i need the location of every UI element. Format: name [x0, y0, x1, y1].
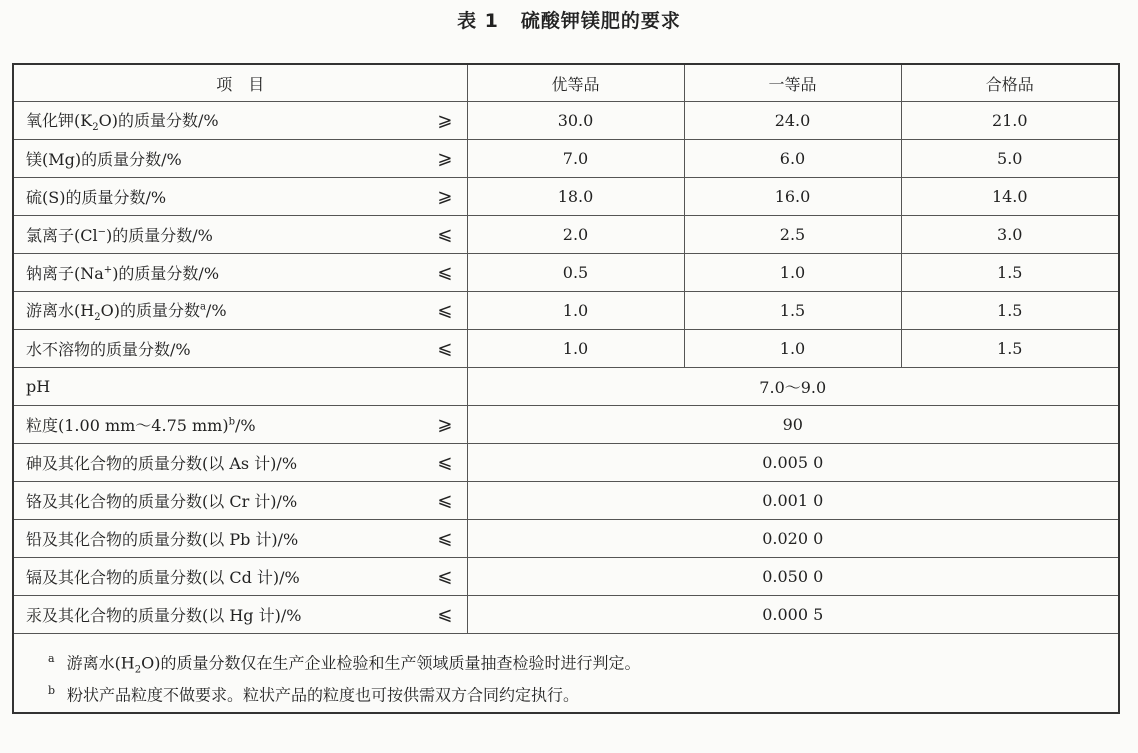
footnotes-cell — [13, 634, 1119, 714]
comparator: ⩽ — [437, 300, 453, 321]
value-first: 1.5 — [684, 292, 901, 330]
header-grade-premium: 优等品 — [467, 64, 684, 102]
table-row — [13, 178, 1119, 216]
value-all-grades: 0.005 0 — [467, 444, 1119, 482]
value-all-grades: 0.000 5 — [467, 596, 1119, 634]
comparator: ⩽ — [437, 262, 453, 283]
table-caption: 硫酸钾镁肥的要求 — [520, 10, 681, 32]
value-first: 24.0 — [684, 102, 901, 140]
value-qualified: 1.5 — [901, 254, 1119, 292]
comparator: ⩽ — [437, 338, 453, 359]
table-row — [13, 406, 1119, 444]
row-label: 钠离子(Na+)的质量分数/% — [26, 264, 220, 283]
table-title — [0, 6, 1138, 33]
row-label: 铅及其化合物的质量分数(以 Pb 计)/% — [26, 530, 299, 549]
value-first: 2.5 — [684, 216, 901, 254]
value-all-grades: 0.050 0 — [467, 558, 1119, 596]
table-row — [13, 368, 1119, 406]
value-premium: 18.0 — [467, 178, 684, 216]
header-grade-first: 一等品 — [684, 64, 901, 102]
comparator: ⩽ — [437, 566, 453, 587]
row-label: 镁(Mg)的质量分数/% — [26, 150, 182, 169]
comparator: ⩽ — [437, 528, 453, 549]
value-qualified: 21.0 — [901, 102, 1119, 140]
comparator: ⩽ — [437, 490, 453, 511]
row-label: 汞及其化合物的质量分数(以 Hg 计)/% — [26, 606, 302, 625]
value-qualified: 14.0 — [901, 178, 1119, 216]
table-number: 表 1 — [457, 10, 499, 32]
value-premium: 7.0 — [467, 140, 684, 178]
value-all-grades: 90 — [467, 406, 1119, 444]
value-first: 6.0 — [684, 140, 901, 178]
row-label: 氧化钾$(K_2O)$的质量分数/% — [26, 110, 219, 134]
footnotes-row — [13, 634, 1119, 714]
table-row — [13, 102, 1119, 140]
table-row — [13, 482, 1119, 520]
value-premium: 1.0 — [467, 330, 684, 368]
comparator: ⩽ — [437, 604, 453, 625]
table-row — [13, 330, 1119, 368]
row-label: 游离水$(H_2O)$的质量分数$^a$/% — [26, 300, 227, 324]
table-row — [13, 596, 1119, 634]
value-qualified: 3.0 — [901, 216, 1119, 254]
value-qualified: 5.0 — [901, 140, 1119, 178]
value-premium: 2.0 — [467, 216, 684, 254]
row-label: 氯离子(Cl−)的质量分数/% — [26, 226, 213, 245]
table-row — [13, 558, 1119, 596]
comparator: ⩾ — [437, 110, 453, 131]
table-row — [13, 140, 1119, 178]
table-row — [13, 254, 1119, 292]
row-label: 硫(S)的质量分数/% — [26, 188, 167, 207]
row-label: 砷及其化合物的质量分数(以 As 计)/% — [26, 454, 298, 473]
table-row — [13, 520, 1119, 558]
comparator: ⩾ — [437, 414, 453, 435]
header-row — [13, 64, 1119, 102]
requirements-table — [12, 63, 1120, 714]
table-row — [13, 444, 1119, 482]
value-first: 1.0 — [684, 330, 901, 368]
value-all-grades: 0.001 0 — [467, 482, 1119, 520]
row-label: 粒度(1.00 mm～4.75 mm)$^b$/% — [26, 416, 256, 435]
comparator: ⩽ — [437, 452, 453, 473]
table-row — [13, 292, 1119, 330]
value-all-grades: 7.0～9.0 — [467, 368, 1119, 406]
row-label: 水不溶物的质量分数/% — [26, 340, 191, 359]
value-premium: 30.0 — [467, 102, 684, 140]
value-qualified: 1.5 — [901, 292, 1119, 330]
row-label: 镉及其化合物的质量分数(以 Cd 计)/% — [26, 568, 300, 587]
table-row — [13, 216, 1119, 254]
header-grade-qualified: 合格品 — [901, 64, 1119, 102]
value-premium: 0.5 — [467, 254, 684, 292]
footnote-a: $^a$ 游离水$(H_2O)$的质量分数仅在生产企业检验和生产领域质量抽查检验时进行判定。 — [48, 652, 641, 676]
footnote-b: $^b$ 粉状产品粒度不做要求。粒状产品的粒度也可按供需双方合同约定执行。 — [48, 684, 580, 705]
comparator: ⩾ — [437, 186, 453, 207]
value-premium: 1.0 — [467, 292, 684, 330]
header-item: 项 目 — [13, 64, 467, 102]
value-first: 1.0 — [684, 254, 901, 292]
row-label: 铬及其化合物的质量分数(以 Cr 计)/% — [26, 492, 298, 511]
row-label: pH — [26, 377, 51, 396]
comparator: ⩽ — [437, 224, 453, 245]
value-qualified: 1.5 — [901, 330, 1119, 368]
value-first: 16.0 — [684, 178, 901, 216]
value-all-grades: 0.020 0 — [467, 520, 1119, 558]
comparator: ⩾ — [437, 148, 453, 169]
